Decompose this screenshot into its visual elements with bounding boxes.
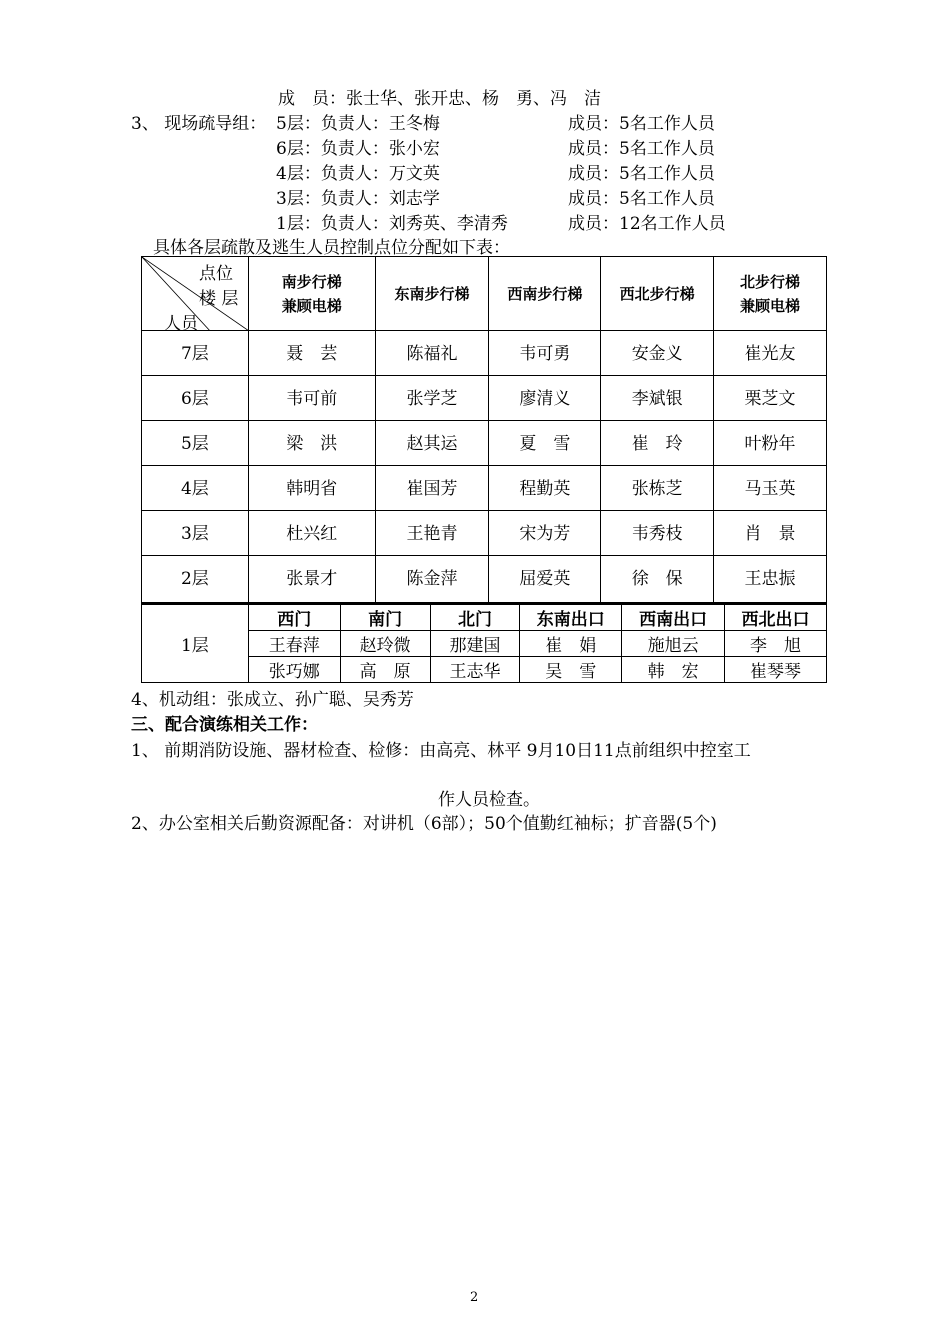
corner-top-label: 点位 [199, 264, 233, 284]
header-south-gate: 南门 [340, 604, 430, 631]
table-cell: 韦秀枝 [601, 511, 714, 556]
item1-line2: 作人员检查。 [438, 790, 540, 810]
guide-row-floor: 1层：负责人：刘秀英、李清秀 [276, 214, 508, 234]
table-cell: 韩明省 [248, 466, 375, 511]
table-cell: 张景才 [248, 556, 375, 603]
table-cell: 韦可勇 [489, 331, 601, 376]
floor-cell: 5层 [142, 421, 249, 466]
table-intro: 具体各层疏散及逃生人员控制点位分配如下表： [153, 238, 510, 258]
guide-row-members: 成员：12名工作人员 [568, 214, 726, 234]
floor-cell: 3层 [142, 511, 249, 556]
table-row [142, 421, 827, 466]
guide-row-members: 成员：5名工作人员 [568, 114, 715, 134]
header-southeast-stair: 东南步行梯 [375, 257, 489, 331]
table-cell: 梁 洪 [248, 421, 375, 466]
table-cell: 聂 芸 [248, 331, 375, 376]
guide-row-floor: 4层：负责人：万文英 [276, 164, 440, 184]
table-cell: 夏 雪 [489, 421, 601, 466]
table-cell: 张巧娜 [248, 657, 340, 683]
table-cell: 那建国 [430, 631, 520, 657]
table-cell: 李斌银 [601, 376, 714, 421]
floor-cell: 1层 [142, 604, 249, 683]
item1-line1: 1、 前期消防设施、器材检查、检修：由高亮、林平 9月10日11点前组织中控室工 [131, 741, 751, 761]
guide-row-floor: 5层：负责人：王冬梅 [276, 114, 440, 134]
table-cell: 王忠振 [714, 556, 827, 603]
section3-title: 三、配合演练相关工作： [131, 715, 318, 735]
guide-row-members: 成员：5名工作人员 [568, 139, 715, 159]
table-cell: 高 原 [340, 657, 430, 683]
floor-cell: 6层 [142, 376, 249, 421]
header-northwest-stair: 西北步行梯 [601, 257, 714, 331]
table-cell: 崔 玲 [601, 421, 714, 466]
ground-floor-table [141, 603, 827, 683]
table-row [142, 376, 827, 421]
table-cell: 李 旭 [725, 631, 827, 657]
table-cell: 王春萍 [248, 631, 340, 657]
table-cell: 王艳青 [375, 511, 489, 556]
item2: 2、办公室相关后勤资源配备：对讲机（6部）；50个值勤红袖标；扩音器(5个) [131, 814, 717, 834]
floor-cell: 4层 [142, 466, 249, 511]
guide-row-floor: 3层：负责人：刘志学 [276, 189, 440, 209]
corner-middle-label: 楼 层 [199, 289, 239, 309]
evacuation-table [141, 256, 827, 603]
table-cell: 杜兴红 [248, 511, 375, 556]
table-cell: 赵玲微 [340, 631, 430, 657]
table-cell: 屈爱英 [489, 556, 601, 603]
table-cell: 赵其运 [375, 421, 489, 466]
corner-cell [142, 257, 249, 334]
table-cell: 廖清义 [489, 376, 601, 421]
mobile-group: 4、机动组：张成立、孙广聪、吴秀芳 [131, 690, 414, 710]
table-row [142, 466, 827, 511]
table-cell: 崔光友 [714, 331, 827, 376]
table-cell: 宋为芳 [489, 511, 601, 556]
table-cell: 叶粉年 [714, 421, 827, 466]
table-cell: 韦可前 [248, 376, 375, 421]
members-line: 成 员：张士华、张开忠、杨 勇、冯 洁 [278, 89, 601, 109]
table-cell: 陈金萍 [375, 556, 489, 603]
header-northwest-exit: 西北出口 [725, 604, 827, 631]
table-cell: 张栋芝 [601, 466, 714, 511]
table-cell: 崔国芳 [375, 466, 489, 511]
table-cell: 崔琴琴 [725, 657, 827, 683]
table-cell: 崔 娟 [520, 631, 622, 657]
guide-row-members: 成员：5名工作人员 [568, 189, 715, 209]
header-north-gate: 北门 [430, 604, 520, 631]
table-cell: 安金义 [601, 331, 714, 376]
header-south-stair: 南步行梯 兼顾电梯 [248, 257, 375, 331]
table-row [142, 556, 827, 603]
table-cell: 栗芝文 [714, 376, 827, 421]
table-cell: 陈福礼 [375, 331, 489, 376]
header-southwest-stair: 西南步行梯 [489, 257, 601, 331]
table-cell: 施旭云 [622, 631, 725, 657]
table-cell: 肖 景 [714, 511, 827, 556]
table-cell: 马玉英 [714, 466, 827, 511]
header-west-gate: 西门 [248, 604, 340, 631]
table-cell: 程勤英 [489, 466, 601, 511]
guide-row-members: 成员：5名工作人员 [568, 164, 715, 184]
header-north-stair: 北步行梯 兼顾电梯 [714, 257, 827, 331]
floor-cell: 7层 [142, 331, 249, 376]
header-southwest-exit: 西南出口 [622, 604, 725, 631]
table-row [142, 331, 827, 376]
table-cell: 张学芝 [375, 376, 489, 421]
page-number: 2 [470, 1290, 479, 1305]
header-southeast-exit: 东南出口 [520, 604, 622, 631]
table-cell: 徐 保 [601, 556, 714, 603]
table-cell: 吴 雪 [520, 657, 622, 683]
table-row [142, 511, 827, 556]
table-cell: 王志华 [430, 657, 520, 683]
table-cell: 韩 宏 [622, 657, 725, 683]
corner-bottom-label: 人员 [164, 314, 198, 334]
guide-row-floor: 6层：负责人：张小宏 [276, 139, 440, 159]
guide-group-prefix: 3、 现场疏导组： [131, 114, 267, 134]
floor-cell: 2层 [142, 556, 249, 603]
